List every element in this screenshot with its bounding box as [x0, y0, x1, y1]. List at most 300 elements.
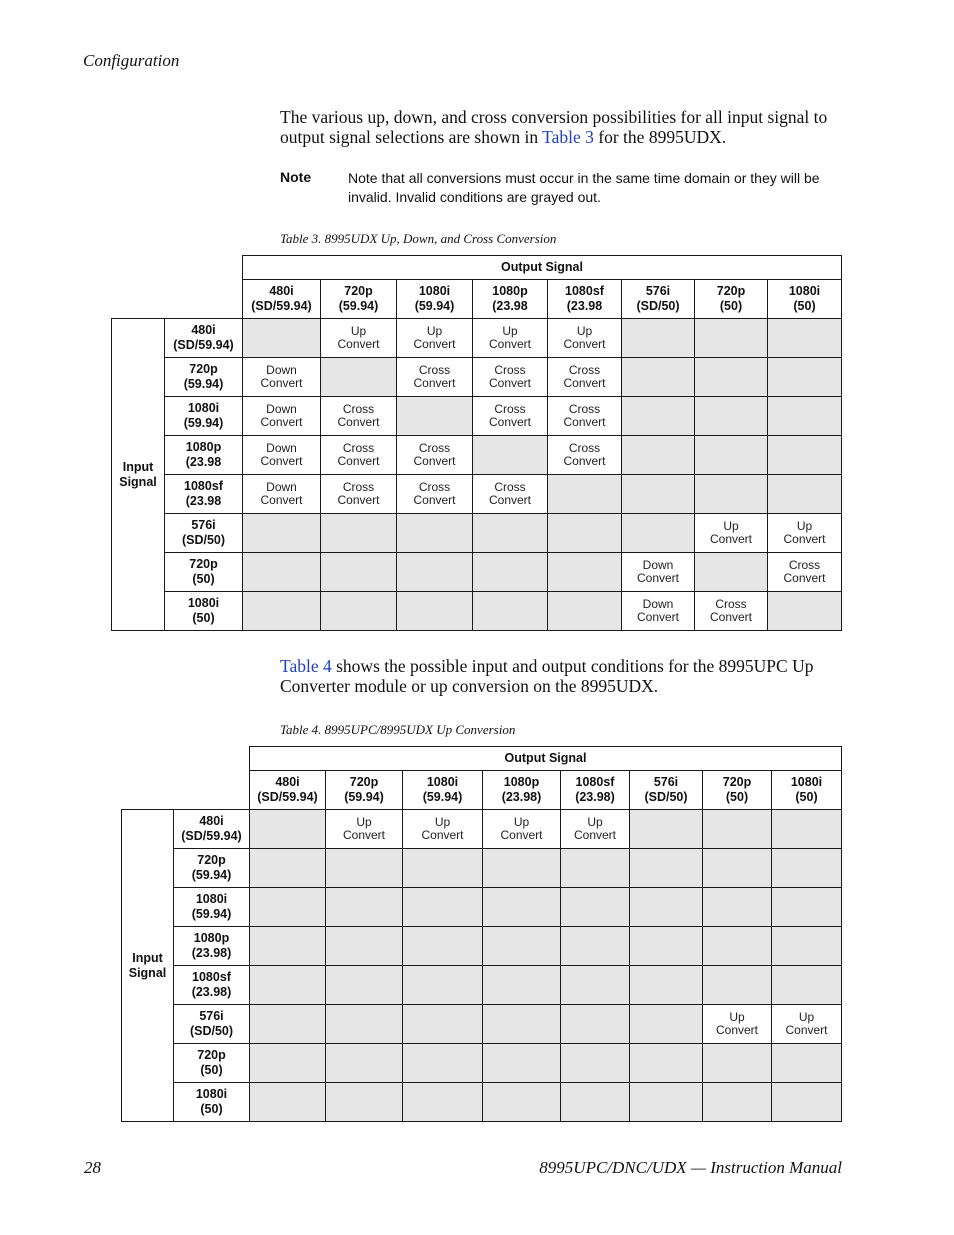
invalid-cell: [561, 966, 630, 1005]
cell-line: Convert: [488, 376, 532, 390]
column-header: [403, 771, 483, 810]
cell-line: (59.94): [344, 790, 384, 804]
cell-line: Convert: [488, 493, 532, 507]
invalid-cell: [703, 1083, 772, 1122]
cell-line: Convert: [709, 610, 753, 624]
column-header: [772, 771, 842, 810]
cell-line: Down: [266, 480, 297, 494]
invalid-cell: [326, 1005, 403, 1044]
cell-line: (SD/50): [189, 1024, 234, 1038]
note-label: Note: [280, 169, 312, 185]
conversion-cell: [243, 397, 321, 436]
cell-line: (50): [200, 1063, 223, 1077]
cell-line: Up: [434, 815, 451, 829]
invalid-cell: [473, 436, 548, 475]
conversion-cell: [403, 810, 483, 849]
cell-line: 720p: [716, 284, 746, 298]
invalid-cell: [772, 966, 842, 1005]
cell-line: Cross: [342, 402, 375, 416]
column-header: [321, 280, 397, 319]
manual-title: 8995UPC/DNC/UDX — Instruction Manual: [539, 1158, 842, 1177]
table-row: [122, 927, 842, 966]
row-header: [165, 397, 243, 436]
cell-line: 720p: [189, 557, 218, 571]
invalid-cell: [250, 1044, 326, 1083]
invalid-cell: [703, 1044, 772, 1083]
row-header: [165, 319, 243, 358]
cell-line: (SD/59.94): [251, 299, 312, 313]
invalid-cell: [326, 927, 403, 966]
cell-line: (23.98): [191, 946, 232, 960]
invalid-cell: [250, 1083, 326, 1122]
conversion-cell: [768, 553, 842, 592]
cell-line: 1080i: [195, 1087, 228, 1101]
output-header-row: [122, 747, 842, 771]
cell-line: (23.98: [185, 455, 222, 469]
cell-line: 1080p: [503, 775, 540, 789]
invalid-cell: [622, 514, 695, 553]
invalid-cell: [622, 358, 695, 397]
invalid-cell: [630, 1005, 703, 1044]
conversion-cell: [397, 436, 473, 475]
cell-line: Up: [796, 519, 813, 533]
conversion-cell: [321, 397, 397, 436]
corner-blank: [112, 256, 243, 319]
invalid-cell: [403, 966, 483, 1005]
table4-caption: Table 4. 8995UPC/8995UDX Up Conversion: [280, 722, 516, 737]
conversion-cell: [321, 475, 397, 514]
invalid-cell: [622, 436, 695, 475]
cell-line: Convert: [636, 610, 680, 624]
cell-line: (50): [192, 572, 215, 586]
cell-line: Convert: [342, 828, 386, 842]
cell-line: Convert: [337, 493, 380, 507]
invalid-cell: [772, 927, 842, 966]
cell-line: Convert: [783, 532, 826, 546]
invalid-cell: [483, 927, 561, 966]
invalid-cell: [250, 849, 326, 888]
cell-line: Convert: [488, 337, 532, 351]
conversion-cell: [321, 436, 397, 475]
conversion-cell: [473, 319, 548, 358]
invalid-cell: [397, 592, 473, 631]
cell-line: (59.94): [338, 299, 379, 313]
conversion-cell: [326, 810, 403, 849]
invalid-cell: [326, 849, 403, 888]
cell-line: Convert: [260, 415, 303, 429]
conversion-cell: [397, 475, 473, 514]
cell-line: Cross: [418, 363, 451, 377]
cell-line: Convert: [715, 1023, 759, 1037]
row-header: [174, 888, 250, 927]
invalid-cell: [483, 849, 561, 888]
invalid-cell: [473, 592, 548, 631]
conversion-cell: [397, 319, 473, 358]
invalid-cell: [630, 927, 703, 966]
invalid-cell: [483, 888, 561, 927]
output-header-row: [112, 256, 842, 280]
cell-line: (59.94): [191, 868, 232, 882]
table-row: [122, 888, 842, 927]
cell-line: 1080sf: [565, 284, 604, 298]
invalid-cell: [630, 966, 703, 1005]
conversion-cell: [473, 475, 548, 514]
column-header: [250, 771, 326, 810]
cell-line: Convert: [413, 376, 456, 390]
table-row: [112, 319, 842, 358]
cell-line: 720p: [722, 775, 752, 789]
invalid-cell: [250, 810, 326, 849]
invalid-cell: [772, 888, 842, 927]
cell-line: 720p: [344, 284, 373, 298]
invalid-cell: [403, 1005, 483, 1044]
cell-line: Up: [798, 1010, 815, 1024]
invalid-cell: [561, 849, 630, 888]
cell-line: 480i: [275, 775, 300, 789]
column-header: [695, 280, 768, 319]
invalid-cell: [243, 514, 321, 553]
cell-line: 480i: [269, 284, 294, 298]
row-header: [174, 1083, 250, 1122]
cell-line: Convert: [413, 454, 456, 468]
conversion-cell: [548, 397, 622, 436]
invalid-cell: [548, 475, 622, 514]
cell-line: (59.94): [183, 416, 224, 430]
invalid-cell: [561, 927, 630, 966]
conversion-cell: [321, 319, 397, 358]
invalid-cell: [703, 927, 772, 966]
table-row: [112, 397, 842, 436]
conversion-cell: [473, 358, 548, 397]
cell-line: Cross: [568, 441, 601, 455]
cell-line: Convert: [337, 454, 380, 468]
cell-line: Convert: [421, 828, 464, 842]
conversion-cell: [622, 592, 695, 631]
cell-line: 1080p: [185, 440, 222, 454]
cell-line: Convert: [563, 337, 606, 351]
output-signal-header: Output Signal: [250, 747, 842, 771]
cell-line: 576i: [653, 775, 679, 789]
invalid-cell: [703, 966, 772, 1005]
invalid-cell: [483, 1083, 561, 1122]
row-header: [165, 592, 243, 631]
cell-line: 1080i: [187, 596, 220, 610]
cell-line: 1080p: [492, 284, 528, 298]
row-header: [174, 810, 250, 849]
invalid-cell: [483, 1044, 561, 1083]
column-header: [243, 280, 321, 319]
invalid-cell: [703, 888, 772, 927]
cell-line: Convert: [413, 493, 456, 507]
invalid-cell: [768, 436, 842, 475]
table3-link[interactable]: Table 3: [542, 127, 594, 147]
invalid-cell: [483, 966, 561, 1005]
conversion-cell: [548, 319, 622, 358]
cell-line: (SD/50): [636, 299, 680, 313]
invalid-cell: [772, 1044, 842, 1083]
invalid-cell: [483, 1005, 561, 1044]
table-row: [122, 849, 842, 888]
column-header: [703, 771, 772, 810]
table-row: [122, 810, 842, 849]
invalid-cell: [321, 358, 397, 397]
cell-line: (23.98: [492, 299, 528, 313]
input-signal-label: Input Signal: [122, 810, 174, 1122]
cell-line: Convert: [488, 415, 532, 429]
cell-line: Convert: [563, 376, 606, 390]
table-row: [112, 514, 842, 553]
cell-line: Cross: [494, 402, 526, 416]
invalid-cell: [403, 849, 483, 888]
cell-line: 1080p: [193, 931, 230, 945]
conversion-cell: [695, 514, 768, 553]
invalid-cell: [703, 849, 772, 888]
cell-line: 720p: [197, 1048, 226, 1062]
cell-line: Cross: [715, 597, 747, 611]
cell-line: 480i: [199, 814, 224, 828]
column-header: [473, 280, 548, 319]
conversion-cell: [397, 358, 473, 397]
invalid-cell: [250, 966, 326, 1005]
cell-line: Down: [266, 402, 297, 416]
invalid-cell: [473, 553, 548, 592]
row-header: [165, 514, 243, 553]
cell-line: (59.94): [414, 299, 455, 313]
cell-line: Cross: [568, 363, 601, 377]
invalid-cell: [326, 888, 403, 927]
invalid-cell: [243, 319, 321, 358]
cell-line: (50): [793, 299, 816, 313]
cell-line: (23.98: [566, 299, 603, 313]
invalid-cell: [768, 592, 842, 631]
cell-line: Up: [576, 324, 593, 338]
cell-line: 1080sf: [575, 775, 615, 789]
table3: [111, 255, 842, 631]
table-row: [112, 553, 842, 592]
table-row: [112, 358, 842, 397]
cell-line: Convert: [636, 571, 680, 585]
invalid-cell: [243, 553, 321, 592]
cell-line: 1080sf: [184, 479, 223, 493]
invalid-cell: [548, 592, 622, 631]
intro-paragraph: [280, 107, 850, 147]
cell-line: Cross: [418, 441, 451, 455]
invalid-cell: [630, 1044, 703, 1083]
invalid-cell: [321, 553, 397, 592]
intro-text: The various up, down, and cross conversion possibilities for all input signal to output signal selections are shown in: [280, 107, 828, 147]
invalid-cell: [695, 319, 768, 358]
cell-line: (50): [200, 1102, 223, 1116]
invalid-cell: [403, 1083, 483, 1122]
invalid-cell: [630, 810, 703, 849]
invalid-cell: [630, 849, 703, 888]
cell-line: 720p: [349, 775, 379, 789]
cell-line: (59.94): [422, 790, 463, 804]
invalid-cell: [768, 319, 842, 358]
invalid-cell: [622, 397, 695, 436]
row-header: [174, 1044, 250, 1083]
corner-blank: [122, 747, 250, 810]
cell-line: Cross: [342, 480, 375, 494]
cell-line: Up: [356, 815, 372, 829]
conversion-cell: [622, 553, 695, 592]
conversion-cell: [695, 592, 768, 631]
invalid-cell: [695, 553, 768, 592]
cell-line: 1080i: [195, 892, 228, 906]
table4-paragraph: [280, 656, 850, 696]
invalid-cell: [473, 514, 548, 553]
invalid-cell: [326, 1083, 403, 1122]
table4-text: shows the possible input and output conditions for the 8995UPC Up Converter module or up conversion on the 8995UDX.: [280, 656, 814, 696]
conversion-cell: [703, 1005, 772, 1044]
cell-line: 576i: [645, 284, 671, 298]
cell-line: (23.98): [501, 790, 542, 804]
invalid-cell: [321, 514, 397, 553]
invalid-cell: [772, 810, 842, 849]
cell-line: (59.94): [191, 907, 232, 921]
cell-line: Convert: [337, 337, 380, 351]
cell-line: 720p: [197, 853, 226, 867]
running-head: Configuration: [83, 51, 180, 70]
cell-line: (SD/50): [181, 533, 226, 547]
cell-line: Convert: [413, 337, 456, 351]
cell-line: Convert: [337, 415, 380, 429]
cell-line: 1080i: [790, 775, 823, 789]
row-header: [165, 436, 243, 475]
row-header: [165, 475, 243, 514]
invalid-cell: [403, 888, 483, 927]
cell-line: Convert: [260, 376, 303, 390]
cell-line: 1080sf: [192, 970, 231, 984]
cell-line: Convert: [563, 415, 606, 429]
row-header: [174, 1005, 250, 1044]
cell-line: 576i: [199, 1009, 224, 1023]
cell-line: Up: [729, 1010, 745, 1024]
invalid-cell: [397, 397, 473, 436]
invalid-cell: [630, 1083, 703, 1122]
invalid-cell: [403, 927, 483, 966]
invalid-cell: [772, 1083, 842, 1122]
table-row: [122, 1005, 842, 1044]
conversion-cell: [473, 397, 548, 436]
table4-link[interactable]: Table 4: [280, 656, 332, 676]
invalid-cell: [695, 358, 768, 397]
column-header: [397, 280, 473, 319]
conversion-cell: [483, 810, 561, 849]
cell-line: (SD/59.94): [257, 790, 318, 804]
cell-line: Up: [350, 324, 367, 338]
conversion-cell: [243, 436, 321, 475]
invalid-cell: [561, 1044, 630, 1083]
conversion-cell: [772, 1005, 842, 1044]
table-row: [122, 1044, 842, 1083]
invalid-cell: [768, 475, 842, 514]
row-header: [165, 358, 243, 397]
table-row: [112, 475, 842, 514]
table3-caption: Table 3. 8995UDX Up, Down, and Cross Conversion: [280, 231, 557, 246]
input-signal-label: Input Signal: [112, 319, 165, 631]
cell-line: Cross: [494, 480, 526, 494]
cell-line: Cross: [788, 558, 821, 572]
invalid-cell: [703, 810, 772, 849]
invalid-cell: [695, 397, 768, 436]
cell-line: Up: [723, 519, 739, 533]
column-header: [622, 280, 695, 319]
column-header: [561, 771, 630, 810]
cell-line: 720p: [189, 362, 218, 376]
invalid-cell: [772, 849, 842, 888]
cell-line: Cross: [342, 441, 375, 455]
invalid-cell: [326, 966, 403, 1005]
invalid-cell: [561, 1083, 630, 1122]
output-signal-header: Output Signal: [243, 256, 842, 280]
invalid-cell: [561, 888, 630, 927]
invalid-cell: [622, 475, 695, 514]
column-header: [483, 771, 561, 810]
cell-line: (59.94): [183, 377, 224, 391]
row-header: [174, 966, 250, 1005]
cell-line: Convert: [783, 571, 826, 585]
cell-line: Cross: [418, 480, 451, 494]
invalid-cell: [403, 1044, 483, 1083]
cell-line: 1080i: [788, 284, 821, 298]
invalid-cell: [321, 592, 397, 631]
table-row: [122, 966, 842, 1005]
cell-line: 576i: [191, 518, 216, 532]
conversion-cell: [243, 475, 321, 514]
invalid-cell: [695, 436, 768, 475]
cell-line: Convert: [709, 532, 753, 546]
cell-line: (SD/59.94): [181, 829, 242, 843]
cell-line: Up: [502, 324, 518, 338]
table-row: [122, 1083, 842, 1122]
invalid-cell: [250, 927, 326, 966]
cell-line: Convert: [573, 828, 617, 842]
invalid-cell: [250, 888, 326, 927]
cell-line: (23.98): [575, 790, 615, 804]
page-number: 28: [84, 1158, 101, 1177]
invalid-cell: [768, 358, 842, 397]
cell-line: Down: [642, 558, 674, 572]
row-header: [165, 553, 243, 592]
invalid-cell: [622, 319, 695, 358]
invalid-cell: [561, 1005, 630, 1044]
column-header: [548, 280, 622, 319]
table-row: [112, 592, 842, 631]
conversion-cell: [548, 358, 622, 397]
table-row: [112, 436, 842, 475]
cell-line: Convert: [500, 828, 543, 842]
cell-line: Down: [266, 363, 297, 377]
column-header: [326, 771, 403, 810]
cell-line: 1080i: [426, 775, 459, 789]
conversion-cell: [561, 810, 630, 849]
cell-line: Up: [513, 815, 530, 829]
cell-line: Up: [587, 815, 603, 829]
invalid-cell: [397, 514, 473, 553]
cell-line: (50): [192, 611, 215, 625]
cell-line: (SD/59.94): [173, 338, 234, 352]
note-text: Note that all conversions must occur in the same time domain or they will be invalid. Invalid conditions are grayed out.: [348, 170, 820, 205]
invalid-cell: [630, 888, 703, 927]
conversion-cell: [768, 514, 842, 553]
invalid-cell: [548, 514, 622, 553]
cell-line: (50): [719, 299, 743, 313]
cell-line: 1080i: [187, 401, 220, 415]
invalid-cell: [768, 397, 842, 436]
cell-line: (50): [725, 790, 749, 804]
cell-line: (SD/50): [644, 790, 688, 804]
